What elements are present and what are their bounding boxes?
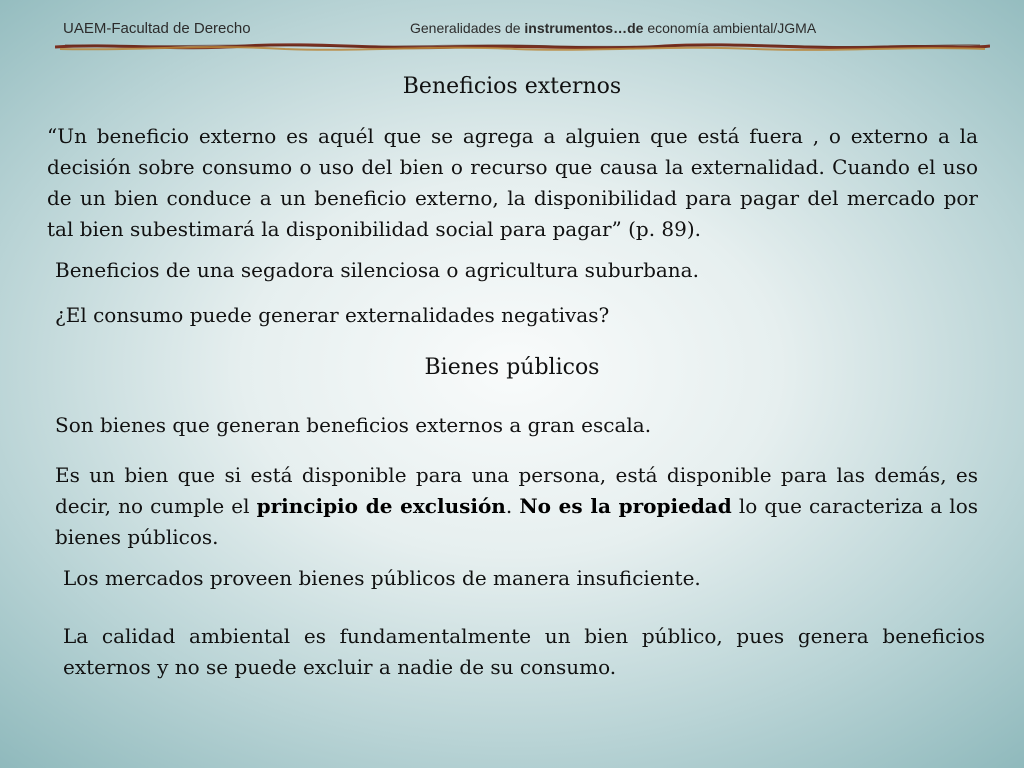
header-right-text: [410, 20, 816, 36]
markets-text: Los mercados proveen bienes públicos de manera insuficiente.: [63, 566, 701, 590]
header-right-post: economía ambiental/JGMA: [643, 20, 817, 36]
exclusion-paragraph: [55, 460, 978, 553]
environmental-quality-paragraph: La calidad ambiental es fundamentalmente un bien público, pues genera beneficios externos y no se puede excluir a nadie de su consumo.: [63, 624, 985, 679]
exclusion-text-a: Es un bien que si está disponible para una persona, está disponible para las demás, es decir, no cumple el: [55, 463, 978, 518]
header-right-pre: Generalidades de: [410, 20, 525, 36]
header-left-text: UAEM-Facultad de Derecho: [63, 20, 251, 37]
heading-bienes-publicos: Bienes públicos: [424, 355, 600, 380]
public-goods-definition: Son bienes que generan beneficios externos a gran escala.: [55, 413, 652, 437]
not-property-text: No es la propiedad: [519, 494, 732, 518]
example-text: Beneficios de una segadora silenciosa o agricultura suburbana.: [55, 258, 699, 282]
heading-beneficios-externos: Beneficios externos: [402, 74, 622, 99]
decorative-rule: [55, 40, 990, 54]
header-right-bold: instrumentos…de: [524, 20, 644, 36]
exclusion-text-e: lo que caracteriza a los bienes públicos.: [55, 494, 979, 549]
exclusion-principle: principio de exclusión: [256, 494, 506, 518]
question-text: ¿El consumo puede generar externalidades negativas?: [55, 303, 610, 327]
quote-paragraph: “Un beneficio externo es aquél que se agrega a alguien que está fuera , o externo a la decisión sobre consumo o uso del bien o recurso que causa la externalidad. Cuando el uso de un bien conduce a un beneficio externo, la disponibilidad para pagar del mercado por tal bien subestimará la disponibilidad social para pagar” (p. 89).: [47, 124, 978, 241]
exclusion-text-c: .: [505, 494, 520, 518]
